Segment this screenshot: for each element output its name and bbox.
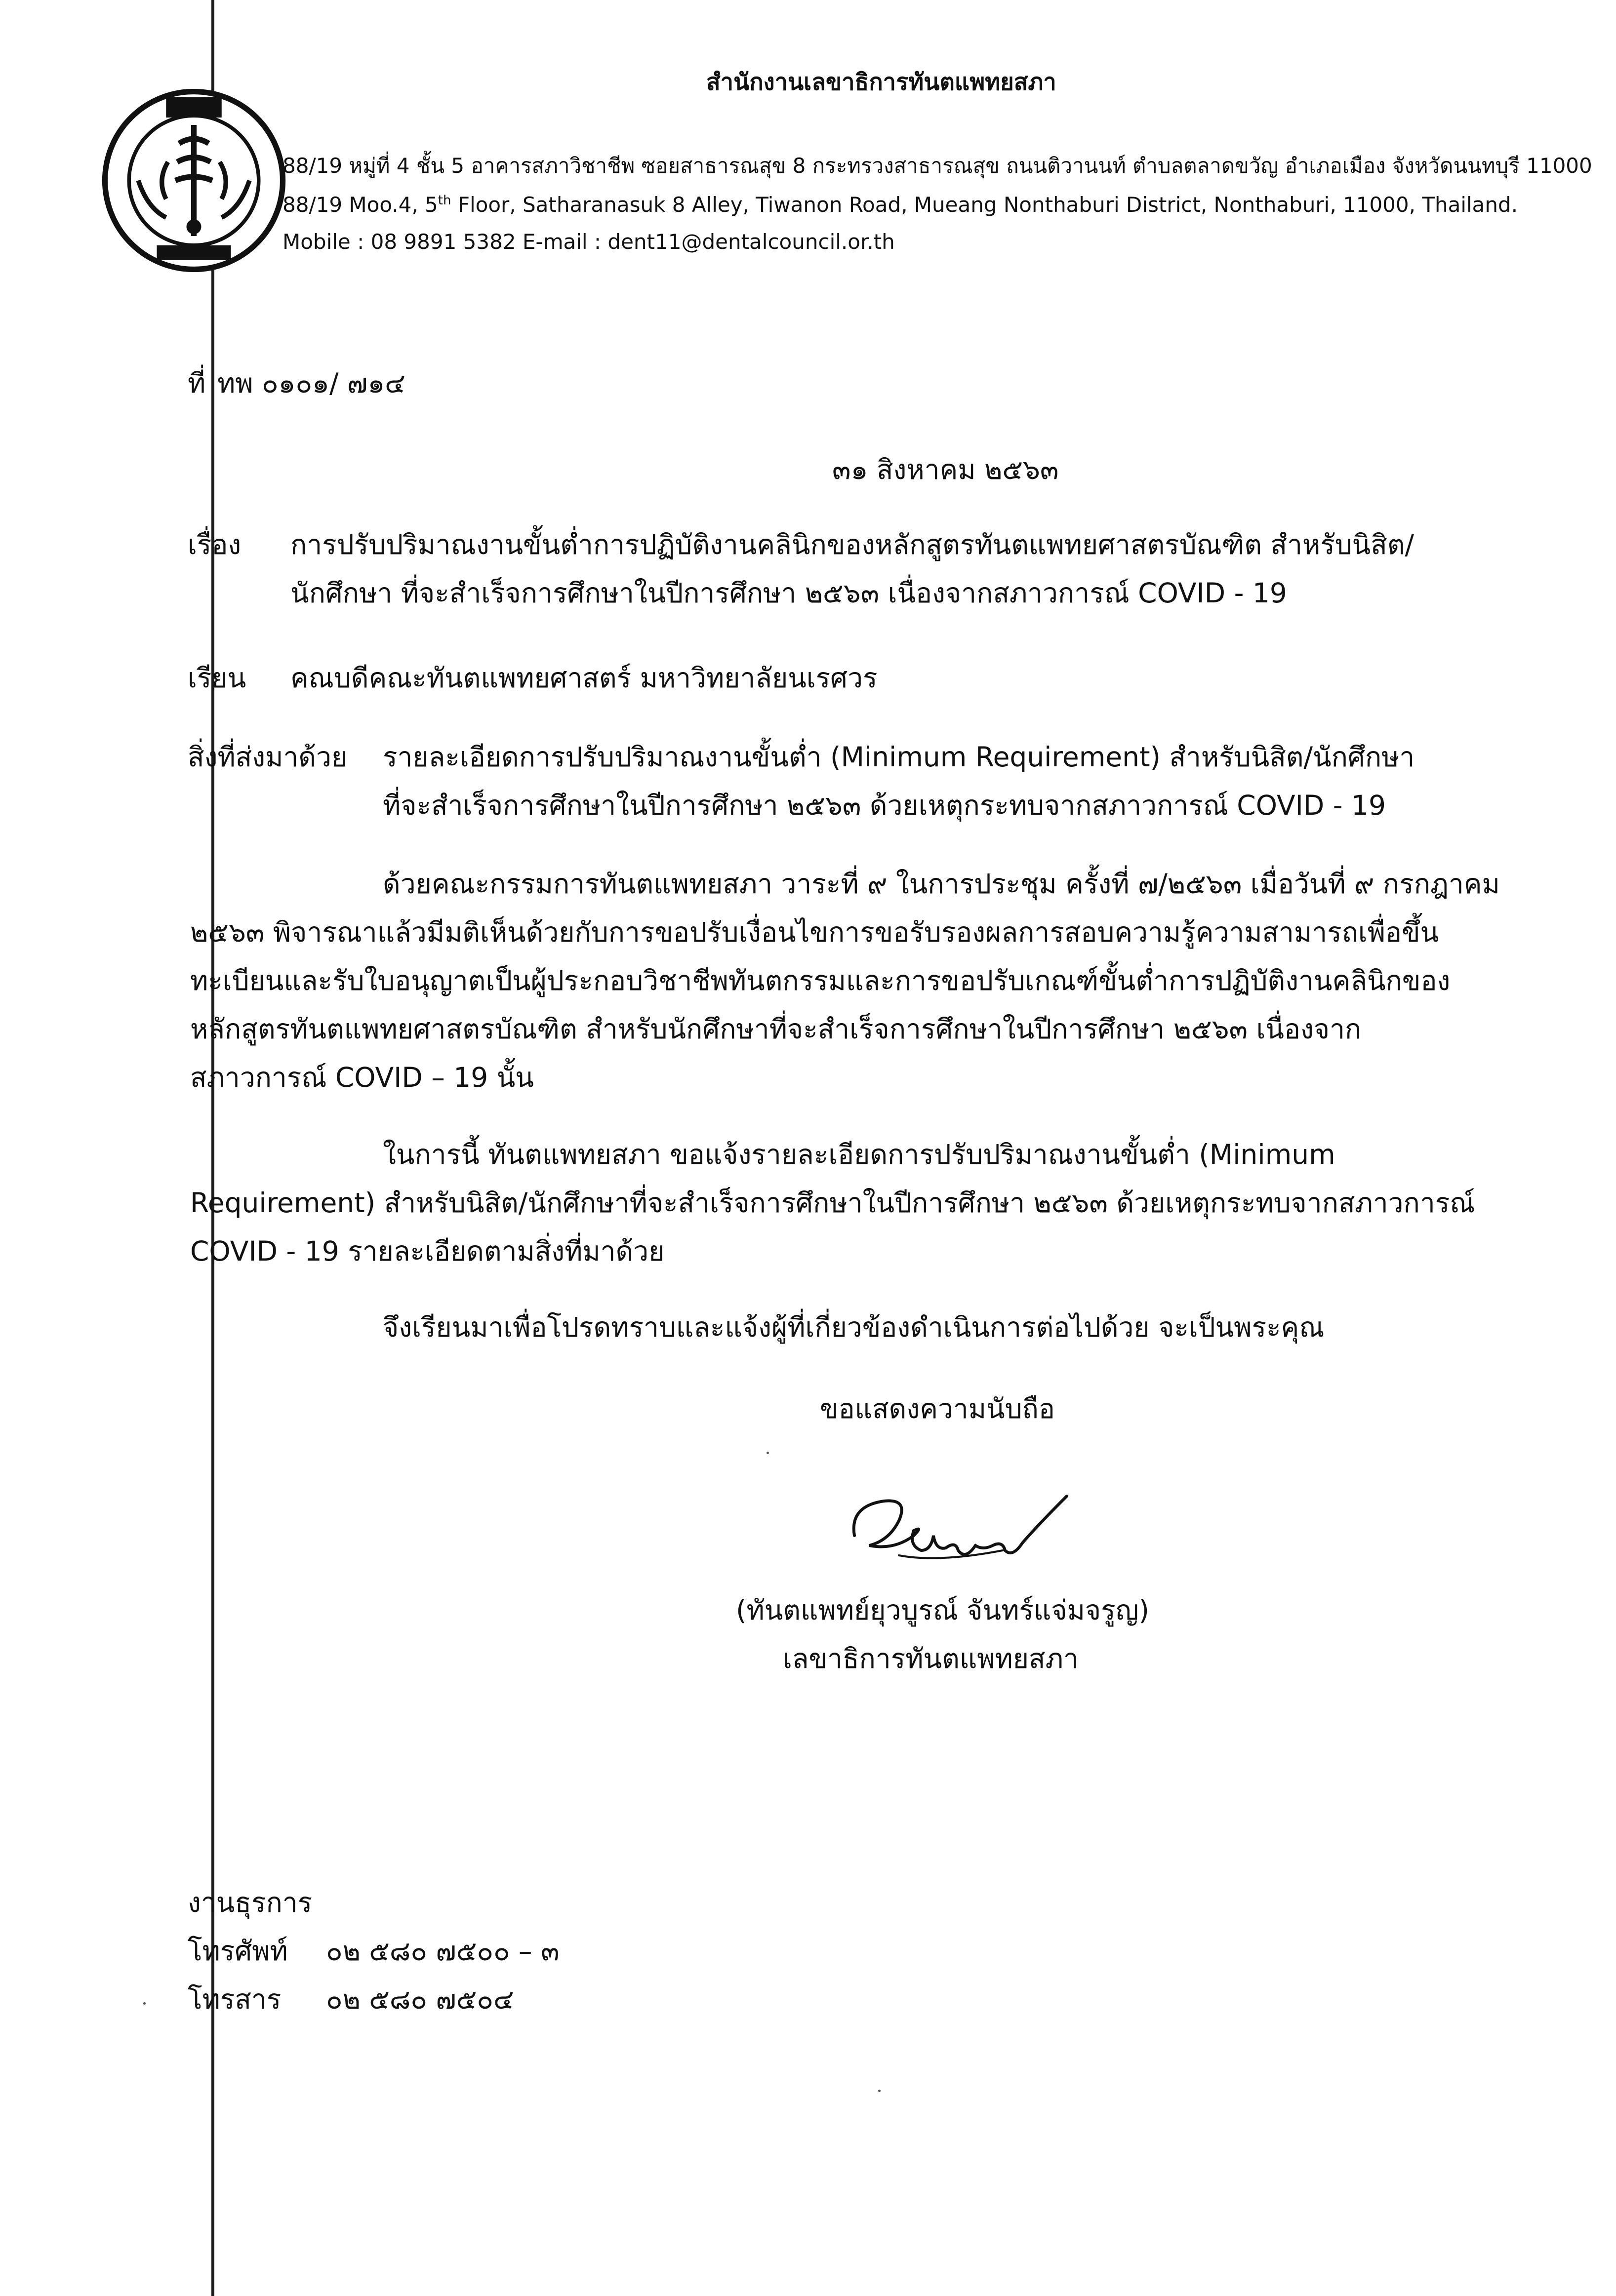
closing: ขอแสดงความนับถือ [820,1393,1055,1425]
recipient: คณบดีคณะทันตแพทยศาสตร์ มหาวิทยาลัยนเรศวร [290,662,878,694]
ref-number: ทพ ๐๑๐๑/ ๗๑๔ [217,367,405,399]
address-th: 88/19 หมู่ที่ 4 ชั้น 5 อาคารสภาวิชาชีพ ซอยสาธารณสุข 8 กระทรวงสาธารณสุข ถนนติวานนท์ ตำบลตลาดขวัญ อำเภอเมือง จังหวัดนนทบุรี 11000 [283,154,1592,178]
enclosure-line-2: ที่จะสำเร็จการศึกษาในปีการศึกษา ๒๕๖๓ ด้วยเหตุกระทบจากสภาวการณ์ COVID - 19 [383,790,1386,821]
enclosure-label: สิ่งที่ส่งมาด้วย [188,741,348,773]
para2-line-1: ในการนี้ ทันตแพทยสภา ขอแจ้งรายละเอียดการปรับปริมาณงานขั้นต่ำ (Minimum [383,1139,1335,1170]
scan-speck [767,1452,769,1454]
footer-dept: งานธุรการ [188,1887,313,1918]
para1-line-5: สภาวการณ์ COVID – 19 นั้น [190,1062,534,1093]
org-name: สำนักงานเลขาธิการทันตแพทยสภา [706,69,1056,96]
para1-line-4: หลักสูตรทันตแพทยศาสตรบัณฑิต สำหรับนักศึกษาที่จะสำเร็จการศึกษาในปีการศึกษา ๒๕๖๓ เนื่องจาก [190,1013,1362,1045]
to-label: เรียน [188,662,246,694]
subject-line-2: นักศึกษา ที่จะสำเร็จการศึกษาในปีการศึกษา ๒๕๖๓ เนื่องจากสภาวการณ์ COVID - 19 [290,577,1287,609]
enclosure-line-1: รายละเอียดการปรับปริมาณงานขั้นต่ำ (Minimum Requirement) สำหรับนิสิต/นักศึกษา [383,741,1415,773]
contact-line: Mobile : 08 9891 5382 E-mail : dent11@dentalcouncil.or.th [283,230,895,254]
subject-label: เรื่อง [188,529,242,560]
scan-speck [143,2002,146,2005]
fax-label: โทรสาร [188,1983,282,2015]
fax-number: ๐๒ ๕๘๐ ๗๕๐๔ [326,1983,514,2015]
subject-line-1: การปรับปริมาณงานขั้นต่ำการปฏิบัติงานคลินิกของหลักสูตรทันตแพทยศาสตรบัณฑิต สำหรับนิสิต/ [290,529,1414,560]
para1-line-3: ทะเบียนและรับใบอนุญาตเป็นผู้ประกอบวิชาชีพทันตกรรมและการขอปรับเกณฑ์ขั้นต่ำการปฏิบัติงานคลินิกของ [190,965,1451,996]
para1-line-2: ๒๕๖๓ พิจารณาแล้วมีมติเห็นด้วยกับการขอปรับเงื่อนไขการขอรับรองผลการสอบความรู้ความสามารถเพื่อขึ้น [190,916,1439,948]
para1-line-1: ด้วยคณะกรรมการทันตแพทยสภา วาระที่ ๙ ในการประชุม ครั้งที่ ๗/๒๕๖๓ เมื่อวันที่ ๙ กรกฎาคม [383,868,1500,900]
letter-date: ๓๑ สิงหาคม ๒๕๖๓ [832,454,1059,485]
scan-speck [878,2090,881,2092]
dental-council-seal-icon [101,88,286,273]
phone-label: โทรศัพท์ [188,1935,288,1967]
para2-line-2: Requirement) สำหรับนิสิต/นักศึกษาที่จะสำเร็จการศึกษาในปีการศึกษา ๒๕๖๓ ด้วยเหตุกระทบจากสภาวการณ์ [190,1187,1475,1219]
para2-line-3: COVID - 19 รายละเอียดตามสิ่งที่มาด้วย [190,1235,665,1267]
signature-image [840,1476,1096,1595]
phone-number: ๐๒ ๕๘๐ ๗๕๐๐ – ๓ [326,1935,560,1967]
para3: จึงเรียนมาเพื่อโปรดทราบและแจ้งผู้ที่เกี่ยวข้องดำเนินการต่อไปด้วย จะเป็นพระคุณ [383,1311,1325,1343]
address-en: 88/19 Moo.4, 5th Floor, Satharanasuk 8 Alley, Tiwanon Road, Mueang Nonthaburi District, Nonthaburi, 11000, Thailand. [283,193,1518,217]
signer-name: (ทันตแพทย์ยุวบูรณ์ จันทร์แจ่มจรูญ) [736,1594,1149,1626]
ref-label: ที่ [188,367,206,399]
signer-title: เลขาธิการทันตแพทยสภา [783,1643,1079,1674]
